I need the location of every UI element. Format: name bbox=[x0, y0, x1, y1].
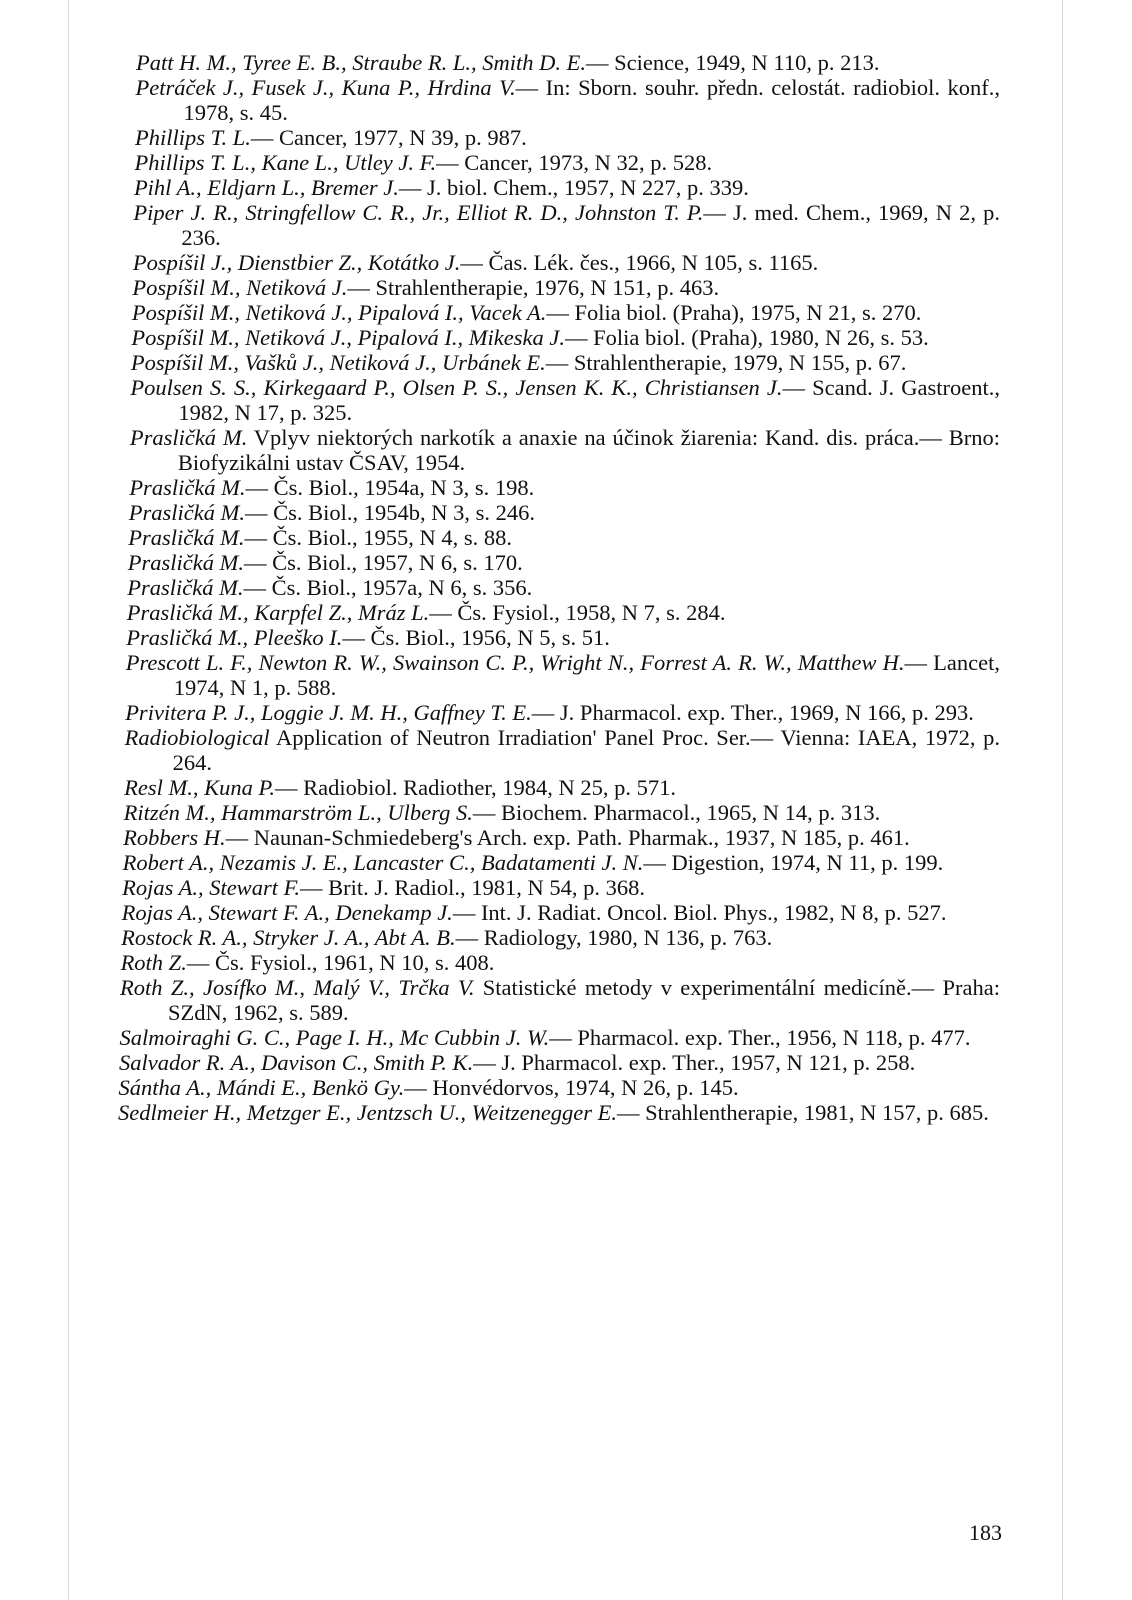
reference-source: — Čs. Fysiol., 1958, N 7, s. 284. bbox=[429, 600, 726, 625]
reference-source: — Čas. Lék. čes., 1966, N 105, s. 1165. bbox=[460, 250, 819, 275]
reference-entry bbox=[130, 375, 1000, 425]
reference-source: — Strahlentherapie, 1979, N 155, p. 67. bbox=[545, 350, 907, 375]
reference-source: Vplyv niektorých narkotík a anaxie na účinok žiarenia: Kand. dis. práca.— Brno: Biofyzikálni ustav ČSAV, 1954. bbox=[177, 425, 1000, 475]
reference-source: — Honvédorvos, 1974, N 26, p. 145. bbox=[404, 1075, 739, 1100]
reference-entry bbox=[128, 525, 1000, 550]
reference-source: — Cancer, 1973, N 32, p. 528. bbox=[436, 150, 713, 175]
reference-source: — Scand. J. Gastroent., 1982, N 17, p. 325. bbox=[178, 375, 1000, 425]
reference-authors: Prasličká M. bbox=[128, 525, 245, 550]
reference-source: — Lancet, 1974, N 1, p. 588. bbox=[173, 650, 1000, 700]
reference-authors: Ritzén M., Hammarström L., Ulberg S. bbox=[123, 800, 473, 825]
reference-entry bbox=[132, 300, 1000, 325]
reference-source: — Čs. Biol., 1954b, N 3, s. 246. bbox=[245, 500, 536, 525]
reference-entry bbox=[121, 950, 1000, 975]
reference-authors: Radiobiological bbox=[124, 725, 270, 750]
reference-source: — Čs. Biol., 1957, N 6, s. 170. bbox=[244, 550, 523, 575]
reference-source: — J. Pharmacol. exp. Ther., 1969, N 166, p. 293. bbox=[531, 700, 974, 725]
reference-authors: Salmoiraghi G. C., Page I. H., Mc Cubbin J. W. bbox=[119, 1025, 550, 1050]
reference-authors: Prasličká M. bbox=[128, 500, 246, 525]
reference-entry bbox=[131, 350, 1000, 375]
reference-entry bbox=[128, 550, 1000, 575]
reference-authors: Prescott L. F., Newton R. W., Swainson C. P., Wright N., Forrest A. R. W., Matthew H. bbox=[125, 650, 905, 675]
reference-authors: Piper J. R., Stringfellow C. R., Jr., Elliot R. D., Johnston T. P. bbox=[133, 200, 704, 225]
reference-source: — Radiology, 1980, N 136, p. 763. bbox=[455, 925, 773, 950]
reference-authors: Sántha A., Mándi E., Benkö Gy. bbox=[118, 1075, 405, 1100]
reference-entry bbox=[135, 75, 1000, 125]
reference-authors: Pospíšil M., Vašků J., Netiková J., Urbánek E. bbox=[130, 350, 546, 375]
reference-authors: Pihl A., Eldjarn L., Bremer J. bbox=[133, 175, 399, 200]
reference-entry bbox=[130, 425, 1000, 475]
reference-entry bbox=[123, 850, 1000, 875]
reference-authors: Pospíšil M., Netiková J., Pipalová I., Vacek A. bbox=[131, 300, 547, 325]
reference-authors: Phillips T. L., Kane L., Utley J. F. bbox=[134, 150, 437, 175]
reference-source: Statistické metody v experimentální medicíně.— Praha: SZdN, 1962, s. 589. bbox=[168, 975, 1000, 1025]
reference-entry bbox=[122, 900, 1000, 925]
reference-source: — Naunan-Schmiedeberg's Arch. exp. Path. Pharmak., 1937, N 185, p. 461. bbox=[225, 825, 910, 850]
reference-authors: Phillips T. L. bbox=[134, 125, 251, 150]
reference-source: — Brit. J. Radiol., 1981, N 54, p. 368. bbox=[300, 875, 646, 900]
reference-source: — Int. J. Radiat. Oncol. Biol. Phys., 1982, N 8, p. 527. bbox=[452, 900, 947, 925]
reference-entry bbox=[132, 275, 1000, 300]
reference-entry bbox=[120, 975, 1000, 1025]
reference-entry bbox=[125, 700, 1000, 725]
reference-source: — In: Sborn. souhr. předn. celostát. radiobiol. konf., 1978, s. 45. bbox=[183, 75, 1000, 125]
reference-source: — Pharmacol. exp. Ther., 1956, N 118, p. 477. bbox=[549, 1025, 971, 1050]
reference-source: — J. Pharmacol. exp. Ther., 1957, N 121, p. 258. bbox=[473, 1050, 916, 1075]
reference-source: — Biochem. Pharmacol., 1965, N 14, p. 313. bbox=[472, 800, 881, 825]
reference-authors: Prasličká M. bbox=[129, 425, 248, 450]
reference-entry bbox=[123, 825, 1000, 850]
reference-source: — Čs. Biol., 1954a, N 3, s. 198. bbox=[245, 475, 535, 500]
reference-entry bbox=[129, 500, 1000, 525]
reference-source: Application of Neutron Irradiation' Panel Proc. Ser.— Vienna: IAEA, 1972, p. 264. bbox=[172, 725, 1000, 775]
reference-entry bbox=[131, 325, 1000, 350]
reference-source: — Folia biol. (Praha), 1975, N 21, s. 270. bbox=[546, 300, 922, 325]
reference-source: — Čs. Biol., 1955, N 4, s. 88. bbox=[244, 525, 513, 550]
reference-entry bbox=[135, 125, 1000, 150]
reference-authors: Pospíšil M., Netiková J. bbox=[132, 275, 348, 300]
reference-authors: Pospíšil J., Dienstbier Z., Kotátko J. bbox=[132, 250, 461, 275]
reference-authors: Rostock R. A., Stryker J. A., Abt A. B. bbox=[121, 925, 456, 950]
reference-authors: Poulsen S. S., Kirkegaard P., Olsen P. S., Jensen K. K., Christiansen J. bbox=[130, 375, 783, 400]
reference-entry bbox=[136, 50, 1000, 75]
reference-entry bbox=[127, 575, 1000, 600]
reference-entry bbox=[119, 1075, 1000, 1100]
reference-authors: Privitera P. J., Loggie J. M. H., Gaffney T. E. bbox=[125, 700, 532, 725]
reference-entry bbox=[122, 875, 1000, 900]
reference-entry bbox=[119, 1050, 1000, 1075]
reference-source: — Cancer, 1977, N 39, p. 987. bbox=[250, 125, 527, 150]
reference-source: — Čs. Biol., 1956, N 5, s. 51. bbox=[342, 625, 610, 650]
reference-authors: Petráček J., Fusek J., Kuna P., Hrdina V. bbox=[135, 75, 516, 100]
reference-authors: Prasličká M. bbox=[129, 475, 246, 500]
reference-entry bbox=[118, 1100, 1000, 1125]
reference-source: — Strahlentherapie, 1981, N 157, p. 685. bbox=[617, 1100, 989, 1125]
reference-authors: Rojas A., Stewart F. bbox=[122, 875, 301, 900]
reference-authors: Robbers H. bbox=[123, 825, 226, 850]
reference-entry bbox=[133, 250, 1000, 275]
reference-source: — Digestion, 1974, N 11, p. 199. bbox=[643, 850, 944, 875]
reference-source: — Čs. Biol., 1957a, N 6, s. 356. bbox=[243, 575, 533, 600]
reference-entry bbox=[134, 150, 1000, 175]
reference-source: — Radiobiol. Radiother, 1984, N 25, p. 571. bbox=[275, 775, 676, 800]
reference-entry bbox=[126, 650, 1000, 700]
reference-entry bbox=[124, 775, 1000, 800]
reference-authors: Roth Z., Josífko M., Malý V., Trčka V. bbox=[120, 975, 475, 1000]
reference-authors: Salvador R. A., Davison C., Smith P. K. bbox=[119, 1050, 474, 1075]
reference-authors: Sedlmeier H., Metzger E., Jentzsch U., Weitzenegger E. bbox=[118, 1100, 618, 1125]
reference-entry bbox=[134, 175, 1000, 200]
reference-source: — Čs. Fysiol., 1961, N 10, s. 408. bbox=[186, 950, 495, 975]
reference-authors: Prasličká M., Pleeško I. bbox=[126, 625, 343, 650]
reference-source: — Strahlentherapie, 1976, N 151, p. 463. bbox=[347, 275, 720, 300]
reference-authors: Roth Z. bbox=[120, 950, 187, 975]
reference-source: — Folia biol. (Praha), 1980, N 26, s. 53. bbox=[565, 325, 929, 350]
reference-entry bbox=[133, 200, 1000, 250]
reference-authors: Rojas A., Stewart F. A., Denekamp J. bbox=[121, 900, 453, 925]
reference-entry bbox=[121, 925, 1000, 950]
reference-source: — Science, 1949, N 110, p. 213. bbox=[585, 50, 880, 75]
reference-entry bbox=[124, 800, 1000, 825]
reference-authors: Prasličká M. bbox=[127, 575, 244, 600]
reference-authors: Prasličká M., Karpfel Z., Mráz L. bbox=[126, 600, 430, 625]
reference-entry bbox=[120, 1025, 1000, 1050]
reference-entry bbox=[125, 725, 1000, 775]
reference-authors: Pospíšil M., Netiková J., Pipalová I., Mikeska J. bbox=[131, 325, 565, 350]
reference-entry bbox=[129, 475, 1000, 500]
page-number: 183 bbox=[969, 1520, 1002, 1545]
reference-entry bbox=[126, 625, 1000, 650]
reference-source: — J. med. Chem., 1969, N 2, p. 236. bbox=[181, 200, 1000, 250]
reference-source: — J. biol. Chem., 1957, N 227, p. 339. bbox=[398, 175, 749, 200]
reference-authors: Prasličká M. bbox=[127, 550, 244, 575]
reference-authors: Robert A., Nezamis J. E., Lancaster C., Badatamenti J. N. bbox=[122, 850, 644, 875]
reference-authors: Patt H. M., Tyree E. B., Straube R. L., Smith D. E. bbox=[136, 50, 586, 75]
reference-authors: Resl M., Kuna P. bbox=[124, 775, 275, 800]
reference-entry bbox=[127, 600, 1000, 625]
reference-list bbox=[0, 50, 1132, 1125]
